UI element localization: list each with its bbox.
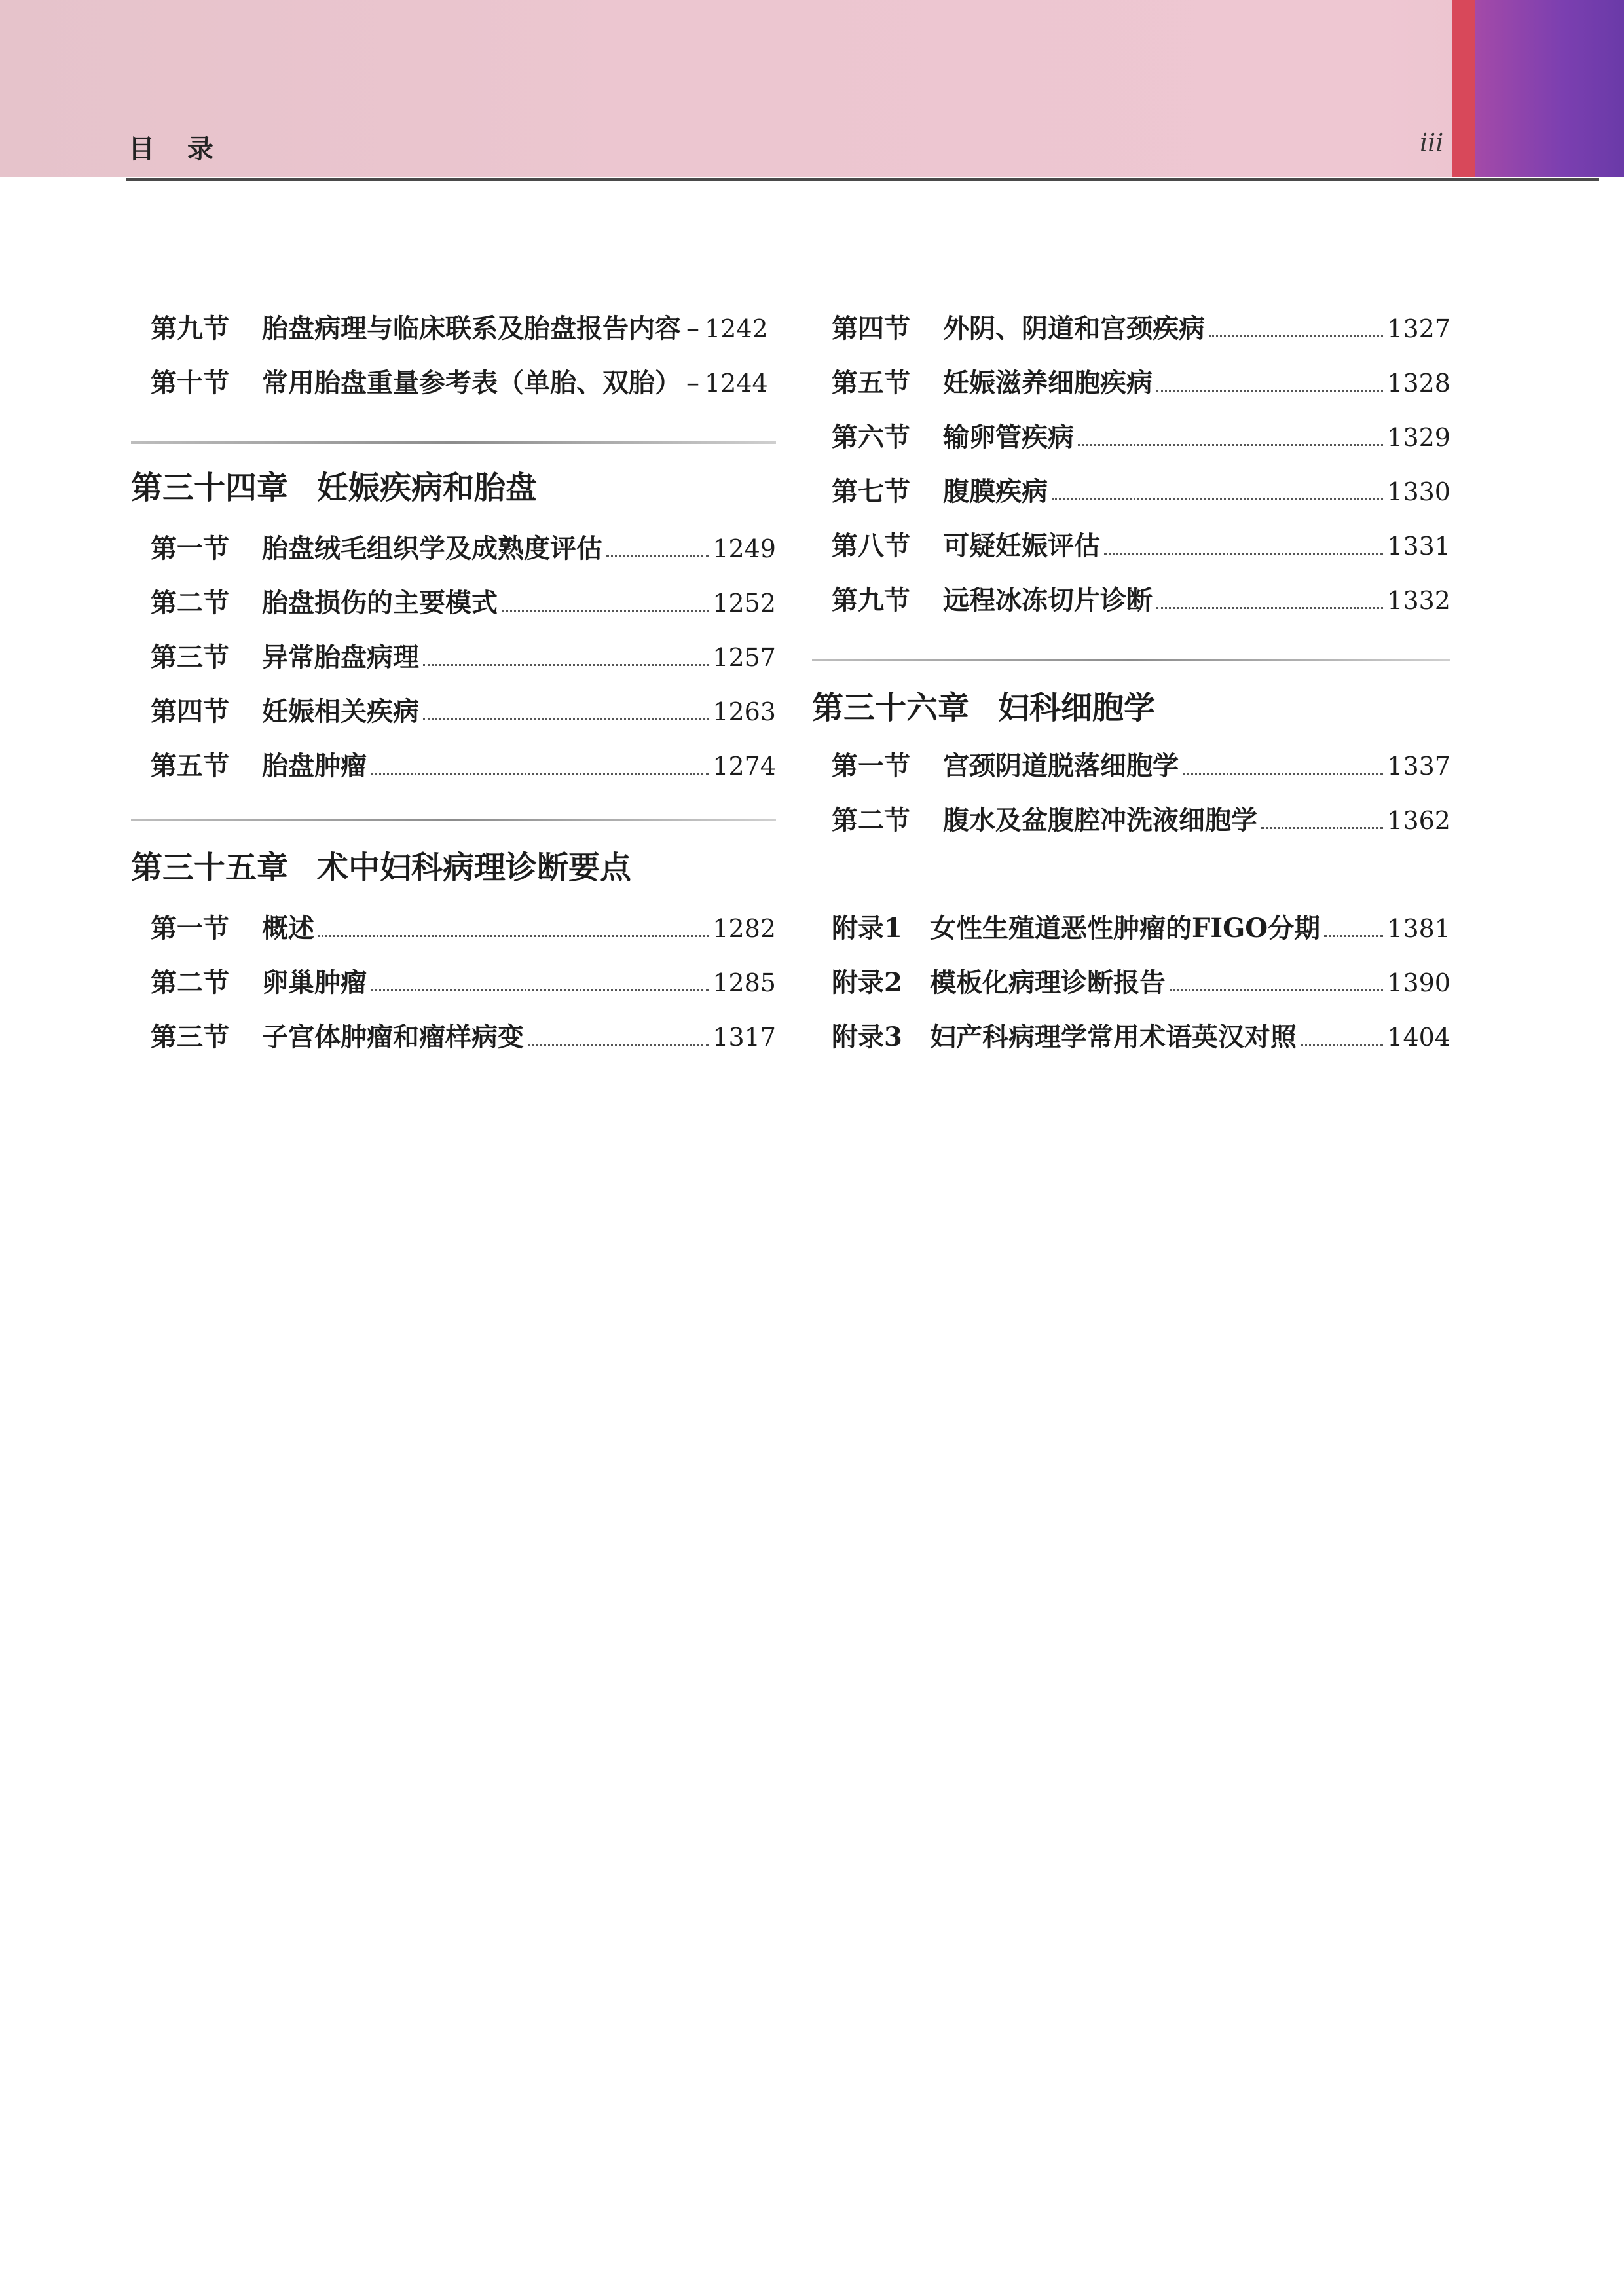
page-ref: 1327 [1387, 314, 1450, 343]
dot-leader [1156, 373, 1383, 392]
toc-entry[interactable] [151, 582, 776, 621]
page-number: iii [1420, 128, 1444, 157]
dot-leader [1170, 972, 1383, 991]
toc-entry[interactable] [832, 745, 1450, 785]
section-title: 外阴、阴道和宫颈疾病 [943, 313, 1205, 344]
dot-leader [1301, 1027, 1383, 1046]
toc-entry[interactable] [832, 800, 1450, 839]
leader-dash: – [686, 314, 699, 344]
toc-entry[interactable] [832, 580, 1450, 619]
appendix-title: 女性生殖道恶性肿瘤的FIGO分期 [930, 913, 1321, 944]
section-title: 宫颈阴道脱落细胞学 [943, 750, 1179, 781]
section-title: 胎盘病理与临床联系及胎盘报告内容 [262, 313, 681, 344]
appendix-title: 模板化病理诊断报告 [930, 967, 1166, 998]
section-title: 异常胎盘病理 [262, 642, 419, 673]
page-ref: 1263 [712, 697, 776, 726]
toc-entry[interactable] [832, 525, 1450, 564]
section-number: 第四节 [151, 696, 229, 727]
section-title: 可疑妊娠评估 [943, 530, 1100, 561]
appendix-entry[interactable] [832, 1016, 1450, 1056]
toc-entry[interactable] [151, 691, 776, 730]
toc-entry[interactable] [151, 308, 776, 347]
chapter-heading[interactable] [812, 682, 1450, 728]
chapter-title: 术中妇科病理诊断要点 [317, 849, 632, 886]
section-number: 第一节 [151, 913, 229, 944]
section-number: 第三节 [151, 1022, 229, 1052]
section-title: 卵巢肿瘤 [262, 967, 367, 998]
section-title: 概述 [262, 913, 314, 944]
page-ref: 1328 [1387, 369, 1450, 397]
dot-leader [318, 918, 709, 937]
chapter-number: 第三十五章 [131, 849, 289, 886]
section-title: 腹水及盆腹腔冲洗液细胞学 [943, 805, 1257, 836]
header-accent-red [1452, 0, 1475, 177]
chapter-separator [812, 659, 1450, 661]
section-number: 第七节 [832, 476, 910, 507]
header-accent-purple [1475, 0, 1624, 177]
dot-leader [371, 756, 709, 775]
section-number: 第三节 [151, 642, 229, 673]
section-number: 第一节 [151, 533, 229, 564]
dot-leader [1078, 427, 1383, 446]
section-title: 远程冰冻切片诊断 [943, 585, 1153, 616]
toc-entry[interactable] [832, 308, 1450, 347]
chapter-separator [131, 819, 776, 821]
toc-entry[interactable] [832, 416, 1450, 456]
page-ref: 1274 [712, 752, 776, 781]
page-ref: 1252 [712, 589, 776, 618]
dot-leader [1324, 918, 1383, 937]
toc-entry[interactable] [151, 908, 776, 947]
chapter-number: 第三十四章 [131, 470, 289, 506]
page-ref: 1381 [1387, 914, 1450, 943]
appendix-number: 附录3 [832, 1022, 902, 1052]
leader-dash: – [686, 368, 699, 398]
dot-leader [423, 647, 709, 666]
page-ref: 1242 [705, 314, 768, 343]
page-ref: 1285 [712, 969, 776, 997]
page-ref: 1332 [1387, 586, 1450, 615]
dot-leader [1183, 756, 1383, 775]
running-header-title: 目 录 [128, 134, 225, 164]
chapter-number: 第三十六章 [812, 690, 970, 726]
section-title: 腹膜疾病 [943, 476, 1048, 507]
section-number: 第六节 [832, 422, 910, 453]
header-band [0, 0, 1624, 177]
section-number: 第二节 [151, 967, 229, 998]
page-ref: 1244 [705, 369, 768, 397]
page-ref: 1330 [1387, 477, 1450, 506]
page-ref: 1257 [712, 643, 776, 672]
section-number: 第二节 [832, 805, 910, 836]
section-title: 胎盘绒毛组织学及成熟度评估 [262, 533, 602, 564]
dot-leader [1209, 318, 1383, 337]
toc-entry[interactable] [151, 962, 776, 1001]
page-ref: 1249 [712, 534, 776, 563]
dot-leader [423, 701, 709, 720]
chapter-heading[interactable] [131, 462, 776, 508]
toc-entry[interactable] [832, 471, 1450, 510]
toc-entry[interactable] [151, 528, 776, 567]
page-ref: 1329 [1387, 423, 1450, 452]
dot-leader [502, 593, 709, 612]
section-title: 输卵管疾病 [943, 422, 1074, 453]
chapter-separator [131, 441, 776, 444]
toc-entry[interactable] [151, 745, 776, 785]
page-ref: 1404 [1387, 1023, 1450, 1052]
section-number: 第八节 [832, 530, 910, 561]
section-number: 第五节 [832, 367, 910, 398]
chapter-heading[interactable] [131, 842, 776, 887]
section-number: 第二节 [151, 587, 229, 618]
section-number: 第十节 [151, 367, 229, 398]
section-title: 子宫体肿瘤和瘤样病变 [262, 1022, 524, 1052]
page-ref: 1337 [1387, 752, 1450, 781]
chapter-title: 妇科细胞学 [998, 690, 1156, 726]
section-number: 第五节 [151, 750, 229, 781]
section-title: 妊娠相关疾病 [262, 696, 419, 727]
dot-leader [528, 1027, 709, 1046]
dot-leader [1104, 536, 1383, 555]
toc-entry[interactable] [832, 362, 1450, 401]
appendix-number: 附录1 [832, 913, 902, 944]
header-rule [126, 178, 1599, 181]
dot-leader [1156, 590, 1383, 609]
section-number: 第九节 [151, 313, 229, 344]
section-number: 第九节 [832, 585, 910, 616]
page-ref: 1317 [712, 1023, 776, 1052]
page-ref: 1282 [712, 914, 776, 943]
toc-entry[interactable] [151, 362, 776, 401]
dot-leader [1261, 810, 1383, 829]
page-ref: 1362 [1387, 806, 1450, 835]
section-number: 第一节 [832, 750, 910, 781]
section-title: 胎盘肿瘤 [262, 750, 367, 781]
section-title: 常用胎盘重量参考表（单胎、双胎） [262, 367, 681, 398]
chapter-title: 妊娠疾病和胎盘 [317, 470, 538, 506]
toc-entry[interactable] [151, 637, 776, 676]
appendix-number: 附录2 [832, 967, 902, 998]
appendix-entry[interactable] [832, 962, 1450, 1001]
dot-leader [1052, 481, 1383, 500]
section-number: 第四节 [832, 313, 910, 344]
dot-leader [606, 538, 709, 557]
section-title: 妊娠滋养细胞疾病 [943, 367, 1153, 398]
appendix-title: 妇产科病理学常用术语英汉对照 [930, 1022, 1297, 1052]
page-ref: 1331 [1387, 532, 1450, 561]
appendix-entry[interactable] [832, 908, 1450, 947]
toc-entry[interactable] [151, 1016, 776, 1056]
section-title: 胎盘损伤的主要模式 [262, 587, 498, 618]
dot-leader [371, 972, 709, 991]
page-ref: 1390 [1387, 969, 1450, 997]
